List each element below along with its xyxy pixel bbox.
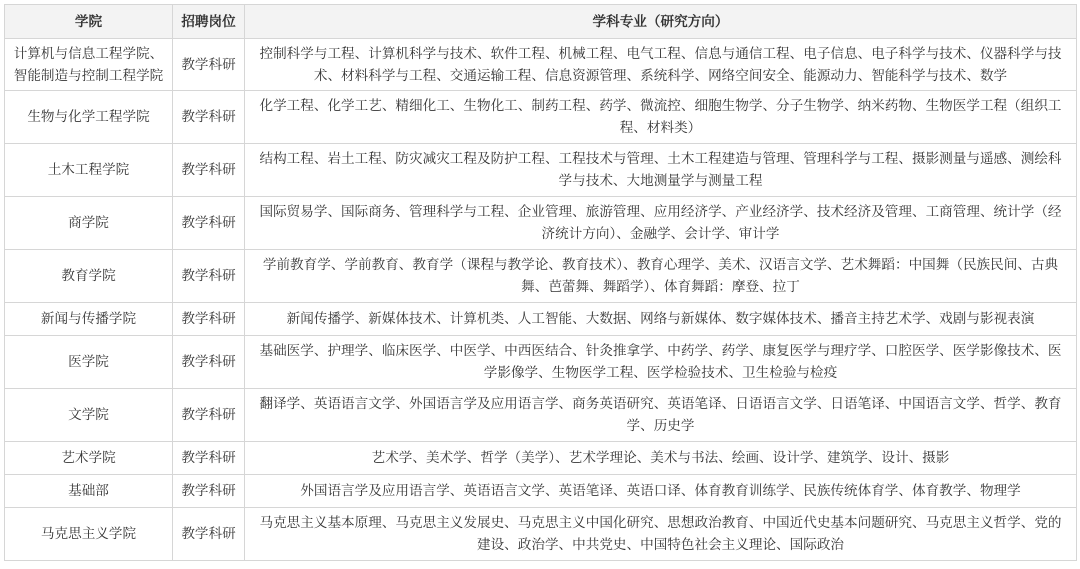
table-body bbox=[5, 39, 1077, 561]
college-cell: 马克思主义学院 bbox=[5, 508, 173, 561]
college-cell: 计算机与信息工程学院、智能制造与控制工程学院 bbox=[5, 39, 173, 91]
majors-cell: 结构工程、岩土工程、防灾减灾工程及防护工程、工程技术与管理、土木工程建造与管理、管理科学与工程、摄影测量与遥感、测绘科学与技术、大地测量学与测量工程 bbox=[245, 144, 1077, 197]
header-majors: 学科专业（研究方向） bbox=[245, 5, 1077, 39]
college-cell: 教育学院 bbox=[5, 250, 173, 303]
majors-cell: 学前教育学、学前教育、教育学（课程与教学论、教育技术）、教育心理学、美术、汉语言文学、艺术舞蹈：中国舞（民族民间、古典舞、芭蕾舞、舞蹈学）、体育舞蹈：摩登、拉丁 bbox=[245, 250, 1077, 303]
majors-cell: 外国语言学及应用语言学、英语语言文学、英语笔译、英语口译、体育教育训练学、民族传统体育学、体育教学、物理学 bbox=[245, 475, 1077, 508]
recruitment-table bbox=[4, 4, 1077, 561]
college-cell: 医学院 bbox=[5, 336, 173, 389]
table-row bbox=[5, 91, 1077, 144]
position-cell: 教学科研 bbox=[173, 197, 245, 250]
majors-cell: 新闻传播学、新媒体技术、计算机类、人工智能、大数据、网络与新媒体、数字媒体技术、播音主持艺术学、戏剧与影视表演 bbox=[245, 303, 1077, 336]
majors-cell: 国际贸易学、国际商务、管理科学与工程、企业管理、旅游管理、应用经济学、产业经济学、技术经济及管理、工商管理、统计学（经济统计方向）、金融学、会计学、审计学 bbox=[245, 197, 1077, 250]
position-cell: 教学科研 bbox=[173, 91, 245, 144]
table-row bbox=[5, 144, 1077, 197]
position-cell: 教学科研 bbox=[173, 39, 245, 91]
position-cell: 教学科研 bbox=[173, 389, 245, 442]
table-row bbox=[5, 336, 1077, 389]
majors-cell: 翻译学、英语语言文学、外国语言学及应用语言学、商务英语研究、英语笔译、日语语言文学、日语笔译、中国语言文学、哲学、教育学、历史学 bbox=[245, 389, 1077, 442]
college-cell: 生物与化学工程学院 bbox=[5, 91, 173, 144]
position-cell: 教学科研 bbox=[173, 336, 245, 389]
position-cell: 教学科研 bbox=[173, 475, 245, 508]
header-college: 学院 bbox=[5, 5, 173, 39]
majors-cell: 艺术学、美术学、哲学（美学）、艺术学理论、美术与书法、绘画、设计学、建筑学、设计、摄影 bbox=[245, 442, 1077, 475]
header-position: 招聘岗位 bbox=[173, 5, 245, 39]
majors-cell: 控制科学与工程、计算机科学与技术、软件工程、机械工程、电气工程、信息与通信工程、电子信息、电子科学与技术、仪器科学与技术、材料科学与工程、交通运输工程、信息资源管理、系统科学、网络空间安全、能源动力、智能科学与技术、数学 bbox=[245, 39, 1077, 91]
college-cell: 新闻与传播学院 bbox=[5, 303, 173, 336]
table-row bbox=[5, 442, 1077, 475]
college-cell: 商学院 bbox=[5, 197, 173, 250]
college-cell: 艺术学院 bbox=[5, 442, 173, 475]
table-row bbox=[5, 508, 1077, 561]
table-row bbox=[5, 250, 1077, 303]
table-row bbox=[5, 197, 1077, 250]
position-cell: 教学科研 bbox=[173, 144, 245, 197]
college-cell: 基础部 bbox=[5, 475, 173, 508]
position-cell: 教学科研 bbox=[173, 442, 245, 475]
position-cell: 教学科研 bbox=[173, 303, 245, 336]
table-row bbox=[5, 39, 1077, 91]
college-cell: 文学院 bbox=[5, 389, 173, 442]
table-row bbox=[5, 303, 1077, 336]
college-cell: 土木工程学院 bbox=[5, 144, 173, 197]
table-header-row bbox=[5, 5, 1077, 39]
position-cell: 教学科研 bbox=[173, 508, 245, 561]
position-cell: 教学科研 bbox=[173, 250, 245, 303]
table-row bbox=[5, 475, 1077, 508]
majors-cell: 马克思主义基本原理、马克思主义发展史、马克思主义中国化研究、思想政治教育、中国近代史基本问题研究、马克思主义哲学、党的建设、政治学、中共党史、中国特色社会主义理论、国际政治 bbox=[245, 508, 1077, 561]
table-row bbox=[5, 389, 1077, 442]
majors-cell: 基础医学、护理学、临床医学、中医学、中西医结合、针灸推拿学、中药学、药学、康复医学与理疗学、口腔医学、医学影像技术、医学影像学、生物医学工程、医学检验技术、卫生检验与检疫 bbox=[245, 336, 1077, 389]
majors-cell: 化学工程、化学工艺、精细化工、生物化工、制药工程、药学、微流控、细胞生物学、分子生物学、纳米药物、生物医学工程（组织工程、材料类） bbox=[245, 91, 1077, 144]
